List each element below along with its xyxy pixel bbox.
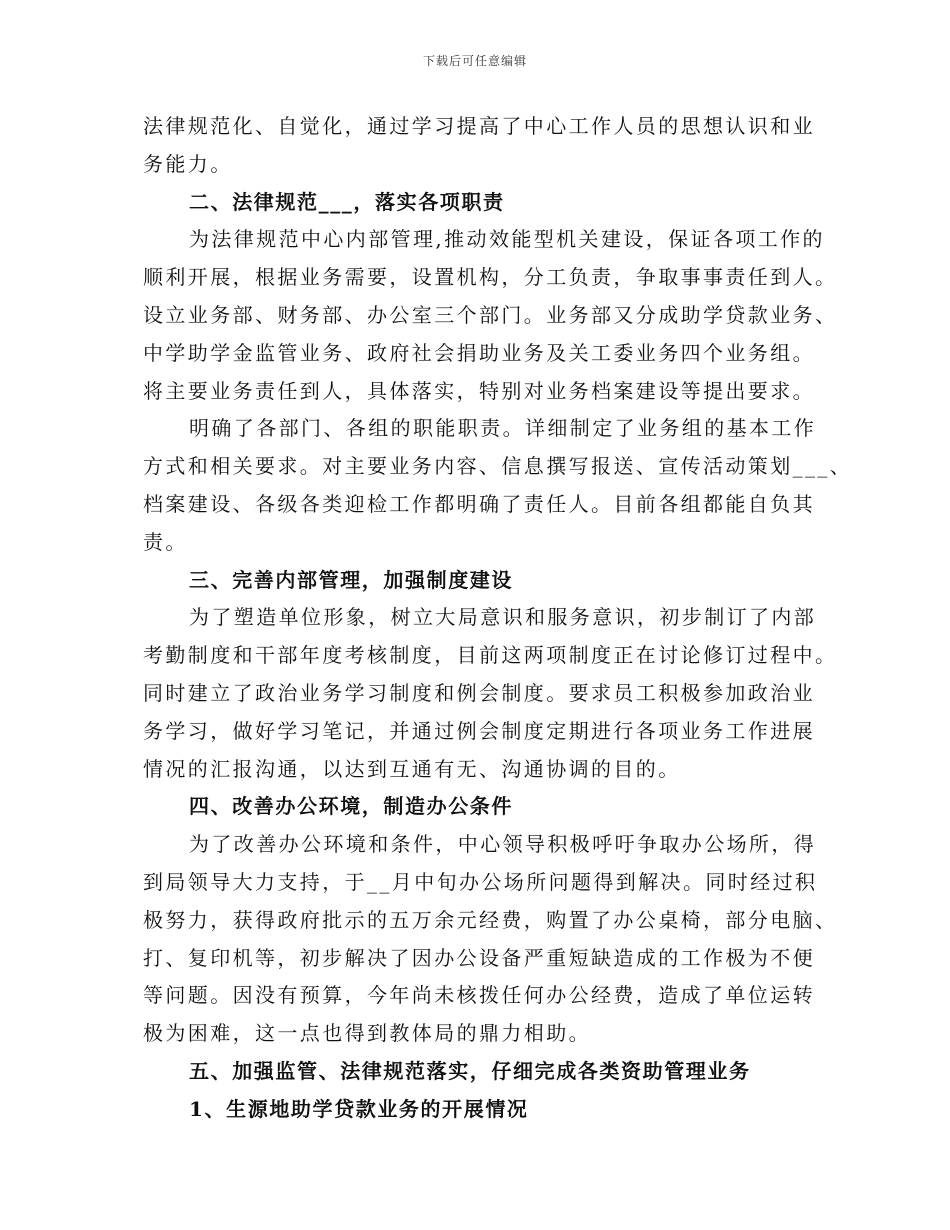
paragraph-line: 为法律规范中心内部管理,推动效能型机关建设，保证各项工作的	[189, 227, 825, 252]
paragraph-line: 考勤制度和干部年度考核制度，目前这两项制度正在讨论修订过程中。	[143, 643, 838, 668]
paragraph-line: 务学习，做好学习笔记，并通过例会制度定期进行各项业务工作进展	[143, 718, 815, 743]
paragraph-line: 档案建设、各级各类迎检工作都明确了责任人。目前各组都能自负其	[143, 491, 815, 516]
paragraph-line: 将主要业务责任到人，具体落实，特别对业务档案建设等提出要求。	[143, 378, 815, 403]
paragraph-line: 等问题。因没有预算，今年尚未核拨任何办公经费，造成了单位运转	[143, 983, 815, 1008]
paragraph-line: 极努力，获得政府批示的五万余元经费，购置了办公桌椅，部分电脑、	[143, 907, 838, 932]
paragraph-line: 法律规范化、自觉化，通过学习提高了中心工作人员的思想认识和业	[143, 114, 815, 138]
paragraph-line: 顺利开展，根据业务需要，设置机构，分工负责，争取事事责任到人。	[143, 265, 838, 290]
section-heading: 四、改善办公环境，制造办公条件	[189, 794, 513, 819]
paragraph-line: 到局领导大力支持，于__月中旬办公场所问题得到解决。同时经过积	[143, 869, 818, 894]
paragraph-line: 方式和相关要求。对主要业务内容、信息撰写报送、宣传活动策划___、	[143, 454, 853, 479]
paragraph-line: 明确了各部门、各组的职能职责。详细制定了业务组的基本工作	[189, 416, 817, 441]
page-header: 下载后可任意编辑	[422, 54, 527, 68]
paragraph-line: 极为困难，这一点也得到教体局的鼎力相助。	[143, 1021, 591, 1046]
paragraph-line: 情况的汇报沟通，以达到互通有无、沟通协调的目的。	[143, 756, 681, 781]
section-heading: 三、完善内部管理，加强制度建设	[189, 567, 513, 592]
paragraph-line: 同时建立了政治业务学习制度和例会制度。要求员工积极参加政治业	[143, 680, 815, 705]
section-heading: 二、法律规范___，落实各项职责	[189, 189, 505, 214]
document-body	[143, 108, 853, 1129]
section-heading: 1、生源地助学贷款业务的开展情况	[189, 1096, 529, 1121]
paragraph-line: 责。	[143, 529, 188, 554]
paragraph-line: 为了塑造单位形象，树立大局意识和服务意识，初步制订了内部	[189, 605, 817, 630]
paragraph-line: 为了改善办公环境和条件，中心领导积极呼吁争取办公场所，得	[189, 832, 817, 857]
section-heading: 五、加强监管、法律规范落实，仔细完成各类资助管理业务	[189, 1058, 751, 1083]
paragraph-line: 设立业务部、财务部、办公室三个部门。业务部又分成助学贷款业务、	[143, 302, 838, 327]
paragraph-line: 务能力。	[143, 151, 233, 176]
paragraph-line: 打、复印机等，初步解决了因办公设备严重短缺造成的工作极为不便	[143, 945, 815, 970]
paragraph-line: 中学助学金监管业务、政府社会捐助业务及关工委业务四个业务组。	[143, 340, 815, 365]
